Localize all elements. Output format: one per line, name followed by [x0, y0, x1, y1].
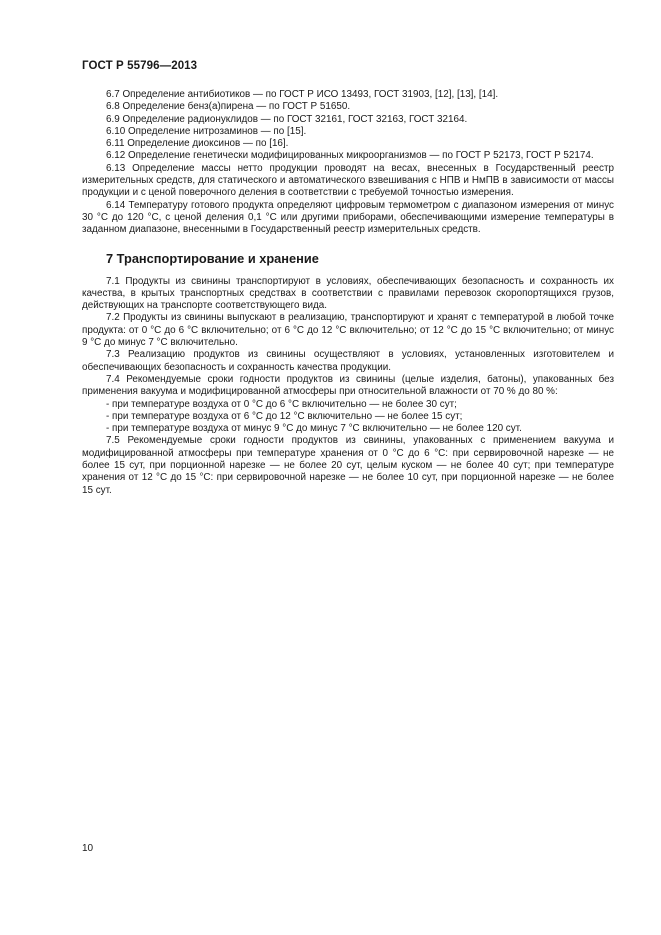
document-body	[82, 89, 614, 497]
paragraph-7-1: 7.1 Продукты из свинины транспортируют в условиях, обеспечивающих безопасность и сохранность их качества, в крытых транспортных средствах в соответствии с правилами перевозок скоропортящихся грузов, действующих на транспорте соответствующего вида.	[82, 275, 614, 312]
paragraph-6-12: 6.12 Определение генетически модифицированных микроорганизмов — по ГОСТ Р 52173, ГОСТ Р 52174.	[106, 150, 594, 162]
page-number: 10	[82, 843, 94, 854]
paragraph-6-10: 6.10 Определение нитрозаминов — по [15].	[106, 125, 307, 137]
document-header-title: ГОСТ Р 55796—2013	[82, 60, 198, 72]
paragraph-7-4: 7.4 Рекомендуемые сроки годности продуктов из свинины (целые изделия, батоны), упакованных без применения вакуума и модифицированной атмосферы при относительной влажности от 70 % до 80 %:	[82, 373, 614, 398]
paragraph-7-5: 7.5 Рекомендуемые сроки годности продуктов из свинины, упакованных с применением вакуума и модифицированной атмосферы при температуре хранения от 0 °С до 6 °С: при сервировочной нарезке — не более 15 сут, при порционной нарезке — не более 20 сут, целым куском — не более 40 сут; при температуре хранения от 12 °С до 15 °С: при сервировочной нарезке — не более 10 сут, при порционной нарезке — не более 15 сут.	[82, 435, 614, 496]
paragraph-6-11: 6.11 Определение диоксинов — по [16].	[106, 138, 289, 150]
list-item: - при температуре воздуха от минус 9 °С до минус 7 °С включительно — не более 120 сут.	[106, 423, 522, 435]
paragraph-6-8: 6.8 Определение бенз(а)пирена — по ГОСТ Р 51650.	[106, 101, 351, 113]
paragraph-6-13: 6.13 Определение массы нетто продукции проводят на весах, внесенных в Государственный реестр измерительных средств, для статического и автоматического взвешивания с НПВ и НмПВ в зависимости от массы продукции и с ценой поверочного деления в соответствии с требуемой точностью измерения.	[82, 162, 614, 199]
paragraph-6-7: 6.7 Определение антибиотиков — по ГОСТ Р ИСО 13493, ГОСТ 31903, [12], [13], [14].	[106, 89, 499, 100]
list-item: - при температуре воздуха от 6 °С до 12 °С включительно — не более 15 сут;	[106, 410, 463, 422]
paragraph-6-9: 6.9 Определение радионуклидов — по ГОСТ 32161, ГОСТ 32163, ГОСТ 32164.	[106, 113, 468, 125]
section-7-heading: 7 Транспортирование и хранение	[106, 250, 319, 266]
paragraph-7-3: 7.3 Реализацию продуктов из свинины осуществляют в условиях, установленных изготовителем и обеспечивающих безопасность и сохранность качества продукции.	[82, 349, 614, 373]
list-item: - при температуре воздуха от 0 °С до 6 °С включительно — не более 30 сут;	[106, 398, 457, 410]
paragraph-6-14: 6.14 Температуру готового продукта определяют цифровым термометром с диапазоном измерения от минус 30 °С до 120 °С, с ценой деления 0,1 °С или другими приборами, обеспечивающими измерение температуры в заданном диапазоне, внесенными в Государственный реестр измерительных средств.	[82, 199, 614, 236]
paragraph-7-2: 7.2 Продукты из свинины выпускают в реализацию, транспортируют и хранят с температурой в любой точке продукта: от 0 °С до 6 °С включительно; от 6 °С до 12 °С включительно; от 12 °С до 15 °С включительно; от минус 9 °С до минус 7 °С включительно.	[82, 312, 614, 349]
